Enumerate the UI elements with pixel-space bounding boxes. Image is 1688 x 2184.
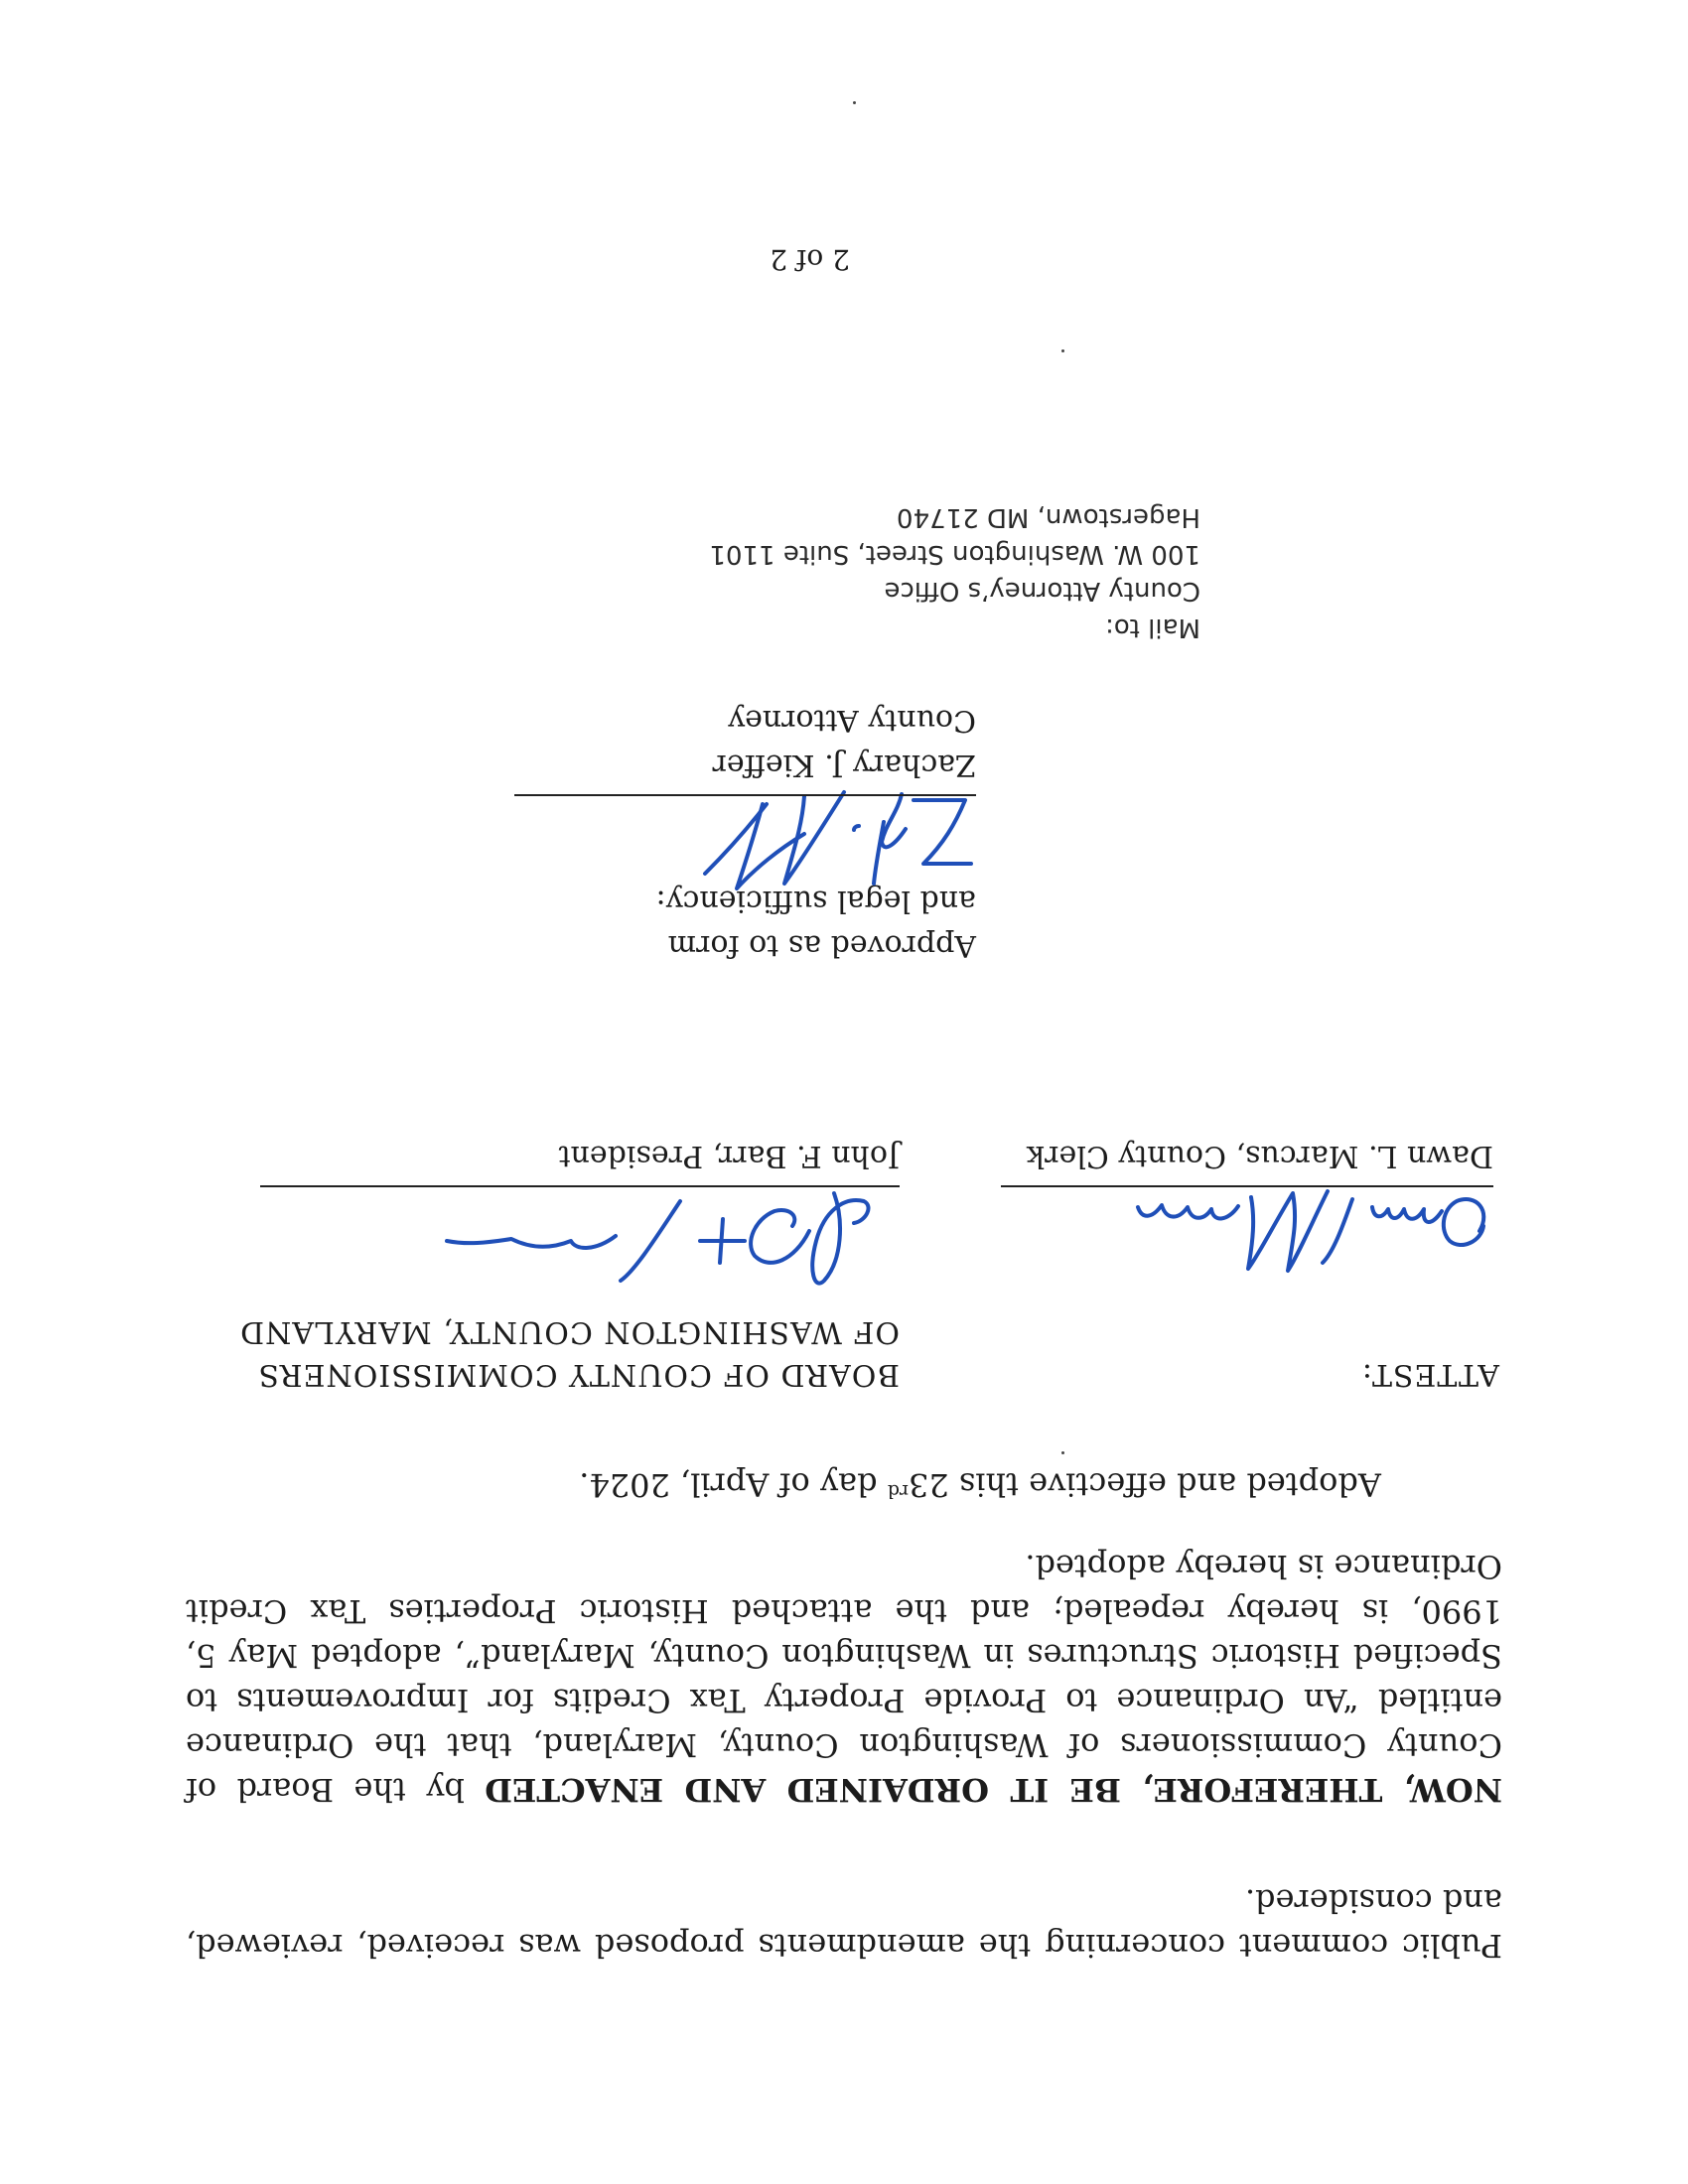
mail-to-block (709, 498, 1200, 645)
clerk-name: Dawn L. Marcus, County Clerk (1026, 1139, 1493, 1173)
mail-to-street: 100 W. Washington Street, Suite 1101 (709, 539, 1200, 569)
mail-to-office: County Attorney’s Office (884, 576, 1200, 606)
public-comment-paragraph: Public comment concerning the amendments proposed was received, reviewed, and considered. (186, 1882, 1502, 1965)
approved-as-to-form: Approved as to form and legal sufficiency: (655, 884, 976, 963)
president-name: John F. Barr, President (558, 1139, 900, 1173)
clerk-signature (985, 1186, 1501, 1281)
enactment-clause: NOW, THEREFORE, BE IT ORDAINED AND ENACTED (485, 1771, 1502, 1809)
president-signature (248, 1171, 904, 1310)
page-number: 2 of 2 (770, 243, 850, 276)
clerk-signature-line (1001, 1185, 1493, 1187)
adoption-date-line: Adopted and effective this 23rd day of April, 2024. (579, 1465, 1381, 1504)
mail-to-city: Hagerstown, MD 21740 (896, 502, 1200, 532)
board-heading-line2: OF WASHINGTON COUNTY, MARYLAND (239, 1314, 900, 1349)
attest-label: ATTEST: (1360, 1357, 1499, 1392)
president-signature-line (260, 1185, 900, 1187)
attorney-title: County Attorney (728, 703, 976, 738)
mail-to-label: Mail to: (1105, 613, 1200, 642)
attorney-signature-line (514, 794, 976, 796)
attorney-name: Zachary J. Kieffer (712, 748, 976, 782)
attorney-signature (477, 784, 993, 903)
scan-speck (1061, 349, 1064, 352)
board-heading-line1: BOARD OF COUNTY COMMISSIONERS (257, 1357, 900, 1392)
ordinance-enactment-paragraph: NOW, THEREFORE, BE IT ORDAINED AND ENACTED by the Board of County Commissioners of Washington County, Maryland, that the Ordinance entitled “An Ordinance to Provide Property Tax Credits for Improvements to Specified Historic Structures in Washington County, Maryland”, adopted May 5, 1990, is hereby repealed; and the attached Historic Properties Tax Credit Ordinance is hereby adopted. (185, 1548, 1502, 1809)
scan-speck (1061, 1451, 1064, 1454)
scan-speck (853, 101, 856, 104)
